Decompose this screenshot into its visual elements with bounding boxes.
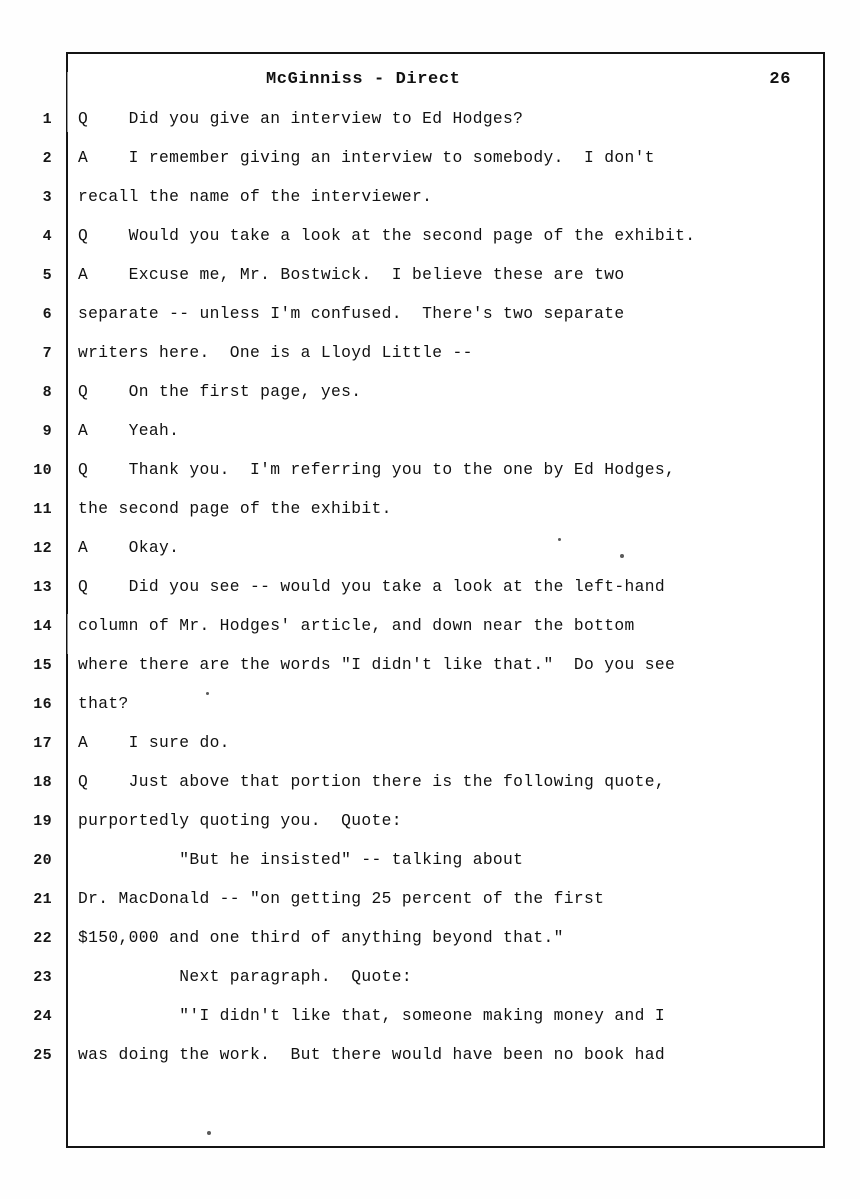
line-text: $150,000 and one third of anything beyond that.": [78, 928, 564, 947]
transcript-line: [0, 772, 860, 811]
transcript-line: [0, 616, 860, 655]
transcript-line: [0, 226, 860, 265]
line-number: 20: [33, 852, 52, 869]
stray-mark: [206, 692, 209, 695]
line-number: 2: [42, 150, 52, 167]
transcript-line: [0, 889, 860, 928]
line-text: Q Just above that portion there is the following quote,: [78, 772, 665, 791]
line-number: 21: [33, 891, 52, 908]
line-number: 8: [42, 384, 52, 401]
line-text: Q Would you take a look at the second page of the exhibit.: [78, 226, 696, 245]
stray-mark: [207, 1131, 211, 1135]
line-text: "'I didn't like that, someone making money and I: [78, 1006, 665, 1025]
line-text: A Okay.: [78, 538, 180, 557]
transcript-line: [0, 967, 860, 1006]
page-number: 26: [769, 70, 791, 89]
line-text: Q Did you give an interview to Ed Hodges?: [78, 109, 524, 128]
line-number: 3: [42, 189, 52, 206]
transcript-line: [0, 1006, 860, 1045]
transcript-line: [0, 421, 860, 460]
transcript-line: [0, 811, 860, 850]
line-number: 24: [33, 1008, 52, 1025]
transcript-line: [0, 382, 860, 421]
line-text: Q On the first page, yes.: [78, 382, 362, 401]
transcript-line: [0, 928, 860, 967]
line-number: 9: [42, 423, 52, 440]
line-number: 5: [42, 267, 52, 284]
line-text: recall the name of the interviewer.: [78, 187, 433, 206]
line-text: writers here. One is a Lloyd Little --: [78, 343, 473, 362]
line-number: 4: [42, 228, 52, 245]
transcript-line: [0, 577, 860, 616]
line-text: that?: [78, 694, 129, 713]
transcript-line: [0, 850, 860, 889]
line-number: 25: [33, 1047, 52, 1064]
transcript-body: [0, 109, 860, 1084]
transcript-line: [0, 655, 860, 694]
line-text: column of Mr. Hodges' article, and down near the bottom: [78, 616, 635, 635]
line-number: 18: [33, 774, 52, 791]
line-text: A Excuse me, Mr. Bostwick. I believe these are two: [78, 265, 625, 284]
line-text: separate -- unless I'm confused. There's two separate: [78, 304, 625, 323]
transcript-line: [0, 265, 860, 304]
transcript-line: [0, 1045, 860, 1084]
line-text: was doing the work. But there would have been no book had: [78, 1045, 665, 1064]
stray-mark: [558, 538, 561, 541]
line-number: 17: [33, 735, 52, 752]
line-text: the second page of the exhibit.: [78, 499, 392, 518]
line-number: 7: [42, 345, 52, 362]
line-number: 1: [42, 111, 52, 128]
line-text: purportedly quoting you. Quote:: [78, 811, 402, 830]
line-number: 10: [33, 462, 52, 479]
transcript-line: [0, 343, 860, 382]
line-text: Q Did you see -- would you take a look at the left-hand: [78, 577, 665, 596]
line-text: where there are the words "I didn't like that." Do you see: [78, 655, 676, 674]
transcript-line: [0, 304, 860, 343]
line-number: 16: [33, 696, 52, 713]
transcript-line: [0, 148, 860, 187]
transcript-line: [0, 694, 860, 733]
line-text: A I remember giving an interview to somebody. I don't: [78, 148, 655, 167]
line-text: Q Thank you. I'm referring you to the one by Ed Hodges,: [78, 460, 676, 479]
transcript-caption: McGinniss - Direct: [266, 70, 461, 89]
line-number: 15: [33, 657, 52, 674]
page-header: [76, 70, 811, 98]
line-number: 12: [33, 540, 52, 557]
line-number: 22: [33, 930, 52, 947]
transcript-line: [0, 109, 860, 148]
line-text: "But he insisted" -- talking about: [78, 850, 524, 869]
line-text: Next paragraph. Quote:: [78, 967, 412, 986]
transcript-line: [0, 460, 860, 499]
line-number: 11: [33, 501, 52, 518]
line-number: 23: [33, 969, 52, 986]
line-text: A I sure do.: [78, 733, 230, 752]
transcript-line: [0, 733, 860, 772]
transcript-line: [0, 538, 860, 577]
line-text: Dr. MacDonald -- "on getting 25 percent of the first: [78, 889, 605, 908]
transcript-line: [0, 187, 860, 226]
line-text: A Yeah.: [78, 421, 180, 440]
line-number: 19: [33, 813, 52, 830]
transcript-line: [0, 499, 860, 538]
stray-mark: [620, 554, 624, 558]
line-number: 14: [33, 618, 52, 635]
line-number: 6: [42, 306, 52, 323]
line-number: 13: [33, 579, 52, 596]
